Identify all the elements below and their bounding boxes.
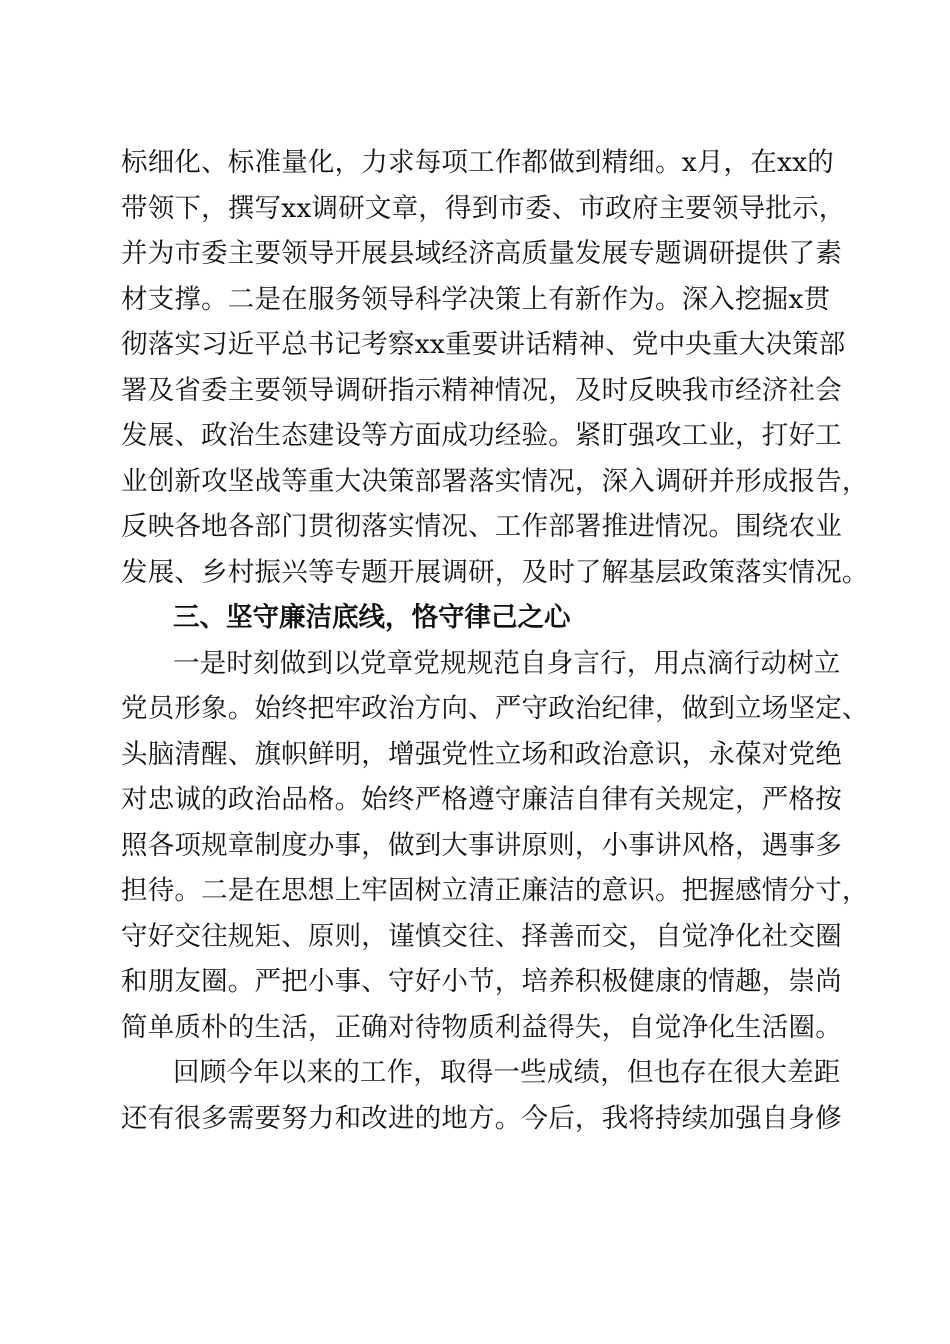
document-body	[121, 140, 869, 1141]
body-line: 业创新攻坚战等重大决策部署落实情况，深入调研并形成报告，	[121, 465, 869, 497]
body-line: 并为市委主要领导开展县域经济高质量发展专题调研提供了素	[121, 238, 842, 269]
body-line: 带领下，撰写xx调研文章，得到市委、市政府主要领导批示，	[121, 192, 846, 224]
body-line: 署及省委主要领导调研指示精神情况，及时反映我市经济社会	[121, 374, 842, 406]
body-line: 党员形象。始终把牢政治方向、严守政治纪律，做到立场坚定、	[121, 693, 869, 724]
body-line: 发展、政治生态建设等方面成功经验。紧盯强攻工业，打好工	[121, 420, 842, 451]
section-heading: 三、坚守廉洁底线，恪守律己之心	[173, 602, 571, 633]
body-line: 发展、乡村振兴等专题开展调研，及时了解基层政策落实情况。	[121, 556, 869, 588]
body-line: 材支撑。二是在服务领导科学决策上有新作为。深入挖掘x贯	[121, 283, 831, 315]
body-line: 和朋友圈。严把小事、守好小节，培养积极健康的情趣，崇尚	[121, 966, 842, 997]
body-line: 担待。二是在思想上牢固树立清正廉洁的意识。把握感情分寸，	[121, 875, 869, 906]
body-line: 彻落实习近平总书记考察xx重要讲话精神、党中央重大决策部	[121, 329, 846, 360]
body-line: 标细化、标准量化，力求每项工作都做到精细。x月，在xx的	[121, 147, 834, 178]
body-line: 头脑清醒、旗帜鲜明，增强党性立场和政治意识，永葆对党绝	[121, 738, 842, 770]
body-line: 照各项规章制度办事，做到大事讲原则，小事讲风格，遇事多	[121, 829, 842, 861]
paragraph-first-line: 回顾今年以来的工作，取得一些成绩，但也存在很大差距	[173, 1057, 841, 1088]
body-line: 简单质朴的生活，正确对待物质利益得失，自觉净化生活圈。	[121, 1011, 842, 1043]
body-line: 反映各地各部门贯彻落实情况、工作部署推进情况。围绕农业	[121, 511, 842, 542]
body-line: 还有很多需要努力和改进的地方。今后，我将持续加强自身修	[121, 1102, 842, 1134]
body-line: 对忠诚的政治品格。始终严格遵守廉洁自律有关规定，严格按	[121, 784, 842, 815]
paragraph-first-line: 一是时刻做到以党章党规规范自身言行，用点滴行动树立	[173, 647, 841, 679]
body-line: 守好交往规矩、原则，谨慎交往、择善而交，自觉净化社交圈	[121, 920, 842, 952]
